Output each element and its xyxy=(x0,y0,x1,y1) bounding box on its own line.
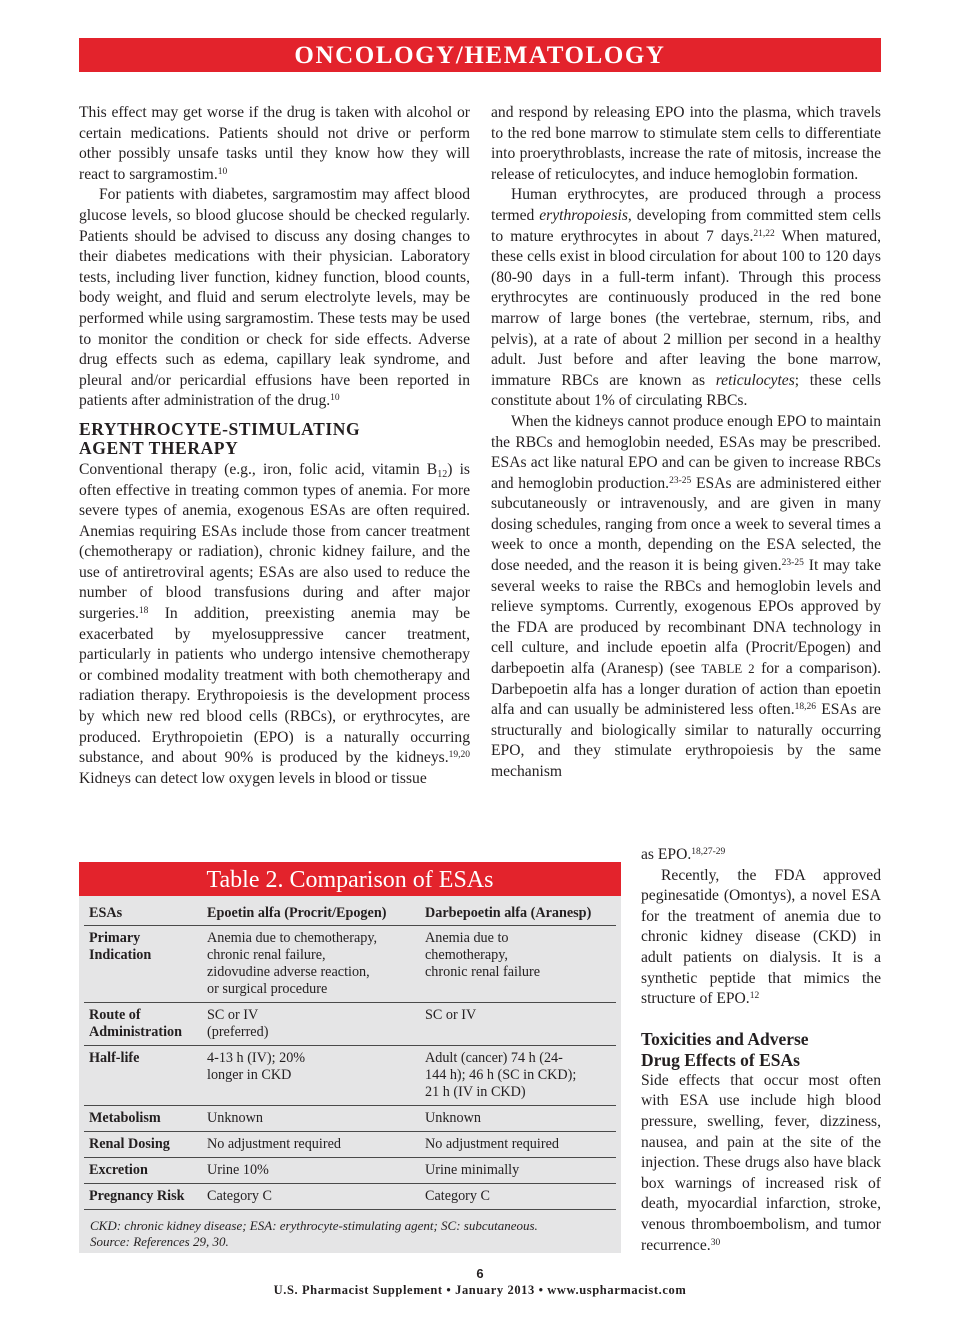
table-row xyxy=(84,1158,616,1184)
right-paragraph-3: When the kidneys cannot produce enough EPO to maintain the RBCs and hemoglobin needed, ESAs may be prescribed. ESAs act like natural EPO and can be given to increase RBCs and hemoglobin production.$^{23-25}$ ESAs are administered either subcutaneously or intravenously, and are given in many dosing schedules, ranging from once a week to several times a week to once a month, depending on the ESA selected, the dose needed, and the reason it is being given.$^{23-25}$ It may take several weeks to raise the RBCs and hemoglobin levels and relieve symptoms. Currently, exogenous EPOs approved by the FDA are produced by recombinant DNA technology in cell culture, and include epoetin alfa (Procrit/Epogen) and darbepoetin alfa (Aranesp) (see TABLE 2 for a comparison). Darbepoetin alfa has a longer duration of action than epoetin alfa and can usually be administered less often.$^{18,26}$ ESAs are structurally and biologically similar to naturally occurring EPO, and they stimulate erythropoiesis by the same mechanism xyxy=(491,412,882,780)
table-header: Epoetin alfa (Procrit/Epogen) xyxy=(207,905,387,921)
table-header: ESAs xyxy=(89,905,123,921)
table-cell: No adjustment required xyxy=(420,1132,616,1158)
table-row xyxy=(84,1003,616,1046)
table-row xyxy=(84,1184,616,1210)
table-cell: No adjustment required xyxy=(202,1132,420,1158)
row-label: Primary Indication xyxy=(84,926,202,1003)
table-row xyxy=(84,1046,616,1106)
right-paragraph-2: Human erythrocytes, are produced through a process termed erythropoiesis, developing from committed stem cells to mature erythrocytes in about 7 days.$^{21,22}$ When matured, these cells exist in blood circulation for about 100 to 120 days (80-90 days in a full-term infant). Through this process erythrocytes are continuously produced in the red bone marrow of large bones (the vertebrae, sternum, ribs, and pelvis), at a rate of about 2 million per second in a healthy adult. Just before and after leaving the bone marrow, immature RBCs are known as reticulocytes; these cells constitute about 1% of circulating RBCs. xyxy=(491,186,881,410)
table-cell: Anemia due to chemotherapy, chronic renal failure xyxy=(420,926,616,1003)
section-banner xyxy=(79,38,881,72)
row-label: Excretion xyxy=(84,1158,202,1184)
row-label: Route of Administration xyxy=(84,1003,202,1046)
page-footer: U.S. Pharmacist Supplement • January 2013 • www.uspharmacist.com xyxy=(273,1283,687,1297)
left-column xyxy=(79,103,470,789)
table-cell: SC or IV xyxy=(420,1003,616,1046)
table-cell: SC or IV (preferred) xyxy=(202,1003,420,1046)
table-cell: Urine minimally xyxy=(420,1158,616,1184)
table-footnote: CKD: chronic kidney disease; ESA: erythrocyte-stimulating agent; SC: subcutaneous. Source: References 29, 30. xyxy=(90,1218,538,1249)
right-paragraph-1: and respond by releasing EPO into the plasma, which travels to the red bone marrow to stimulate stem cells to differentiate into proerythroblasts, increase the rate of mitosis, increase the release of reticulocytes, and induce hemoglobin formation. xyxy=(491,104,881,183)
table-row xyxy=(84,926,616,1003)
table-header: Darbepoetin alfa (Aranesp) xyxy=(425,905,592,921)
comparison-table-box xyxy=(79,862,621,1253)
row-label: Renal Dosing xyxy=(84,1132,202,1158)
left-paragraph-1: This effect may get worse if the drug is taken with alcohol or certain medications. Patients should not drive or perform other possibly unsafe tasks until they know how they will react to sargramostim.$^{10}$ xyxy=(79,104,470,183)
table-row xyxy=(84,1106,616,1132)
narrow-paragraph-1: Recently, the FDA approved peginesatide (Omontys), a novel ESA for the treatment of anemia due to chronic kidney disease (CKD) in adult patients on dialysis. It is a synthetic peptide that mimics the structure of EPO.$^{12}$ xyxy=(641,866,881,1008)
table-cell: Urine 10% xyxy=(202,1158,420,1184)
left-paragraph-2: For patients with diabetes, sargramostim may affect blood glucose levels, so blood glucose should be checked regularly. Patients should be advised to discuss any dosing changes to their diabetes medications with their physician. Laboratory tests, including liver function, kidney function, blood counts, body weight, and fluid and serum electrolyte levels, may be performed while using sargramostim. These tests may be used to monitor the condition or check for side effects. Adverse drug effects such as edema, capillary leak syndrome, and pleural and/or pericardial effusions have been reported in patients after administration of the drug.$^{10}$ xyxy=(79,186,470,410)
row-label: Half-life xyxy=(84,1046,202,1106)
section-heading-esa-therapy: ERYTHROCYTE-STIMULATING AGENT THERAPY xyxy=(79,418,361,458)
left-paragraph-3: Conventional therapy (e.g., iron, folic acid, vitamin $B_{12}$) is often effective in treating common types of anemia. For more severe types of anemia, exogenous ESAs are often required. Anemias requiring ESAs include those from cancer treatment (chemotherapy or radiation), chronic kidney failure, and the use of antiretroviral agents; ESAs are also used to reduce the number of blood transfusions during and after major surgeries.$^{18}$ In addition, preexisting anemia may be exacerbated by myelosuppressive cancer treatment, particularly in patients who undergo intensive chemotherapy or combined modality treatment with both chemotherapy and radiation therapy. Erythropoiesis is the development process by which new red blood cells (RBCs), or erythrocytes, are produced. Erythropoietin (EPO) is a naturally occurring substance, and about 90% is produced by the kidneys.$^{19,20}$ Kidneys can detect low oxygen levels in blood or tissue xyxy=(79,460,470,787)
row-label: Metabolism xyxy=(84,1106,202,1132)
narrow-paragraph-2: Side effects that occur most often with ESA use include high blood pressure, swelling, fever, dizziness, nausea, and pain at the site of the injection. These drugs also have black box warnings of increased risk of death, myocardial infarction, stroke, venous thromboembolism, and tumor recurrence.$^{30}$ xyxy=(641,1071,881,1254)
table-title: Table 2. Comparison of ESAs xyxy=(79,862,621,896)
section-title: ONCOLOGY/HEMATOLOGY xyxy=(294,42,666,69)
table-header-row xyxy=(84,900,616,926)
page-number: 6 xyxy=(476,1266,484,1281)
table-cell: Anemia due to chemotherapy, chronic renal failure, zidovudine adverse reaction, or surgical procedure xyxy=(202,926,420,1003)
table-cell: 4-13 h (IV); 20% longer in CKD xyxy=(202,1046,420,1106)
narrow-column xyxy=(641,845,881,1256)
table-cell: Adult (cancer) 74 h (24- 144 h); 46 h (SC in CKD); 21 h (IV in CKD) xyxy=(420,1046,616,1106)
row-label: Pregnancy Risk xyxy=(84,1184,202,1210)
table-cell: Category C xyxy=(420,1184,616,1210)
table-row xyxy=(84,1132,616,1158)
table-cell: Category C xyxy=(202,1184,420,1210)
narrow-paragraph-0: as EPO.$^{18,27-29}$ xyxy=(641,846,726,863)
right-column xyxy=(491,103,881,783)
comparison-table xyxy=(84,900,616,1210)
table-cell: Unknown xyxy=(420,1106,616,1132)
section-heading-toxicities: Toxicities and Adverse Drug Effects of ESAs xyxy=(641,1028,809,1070)
table-reference: TABLE 2 xyxy=(701,661,755,677)
table-cell: Unknown xyxy=(202,1106,420,1132)
